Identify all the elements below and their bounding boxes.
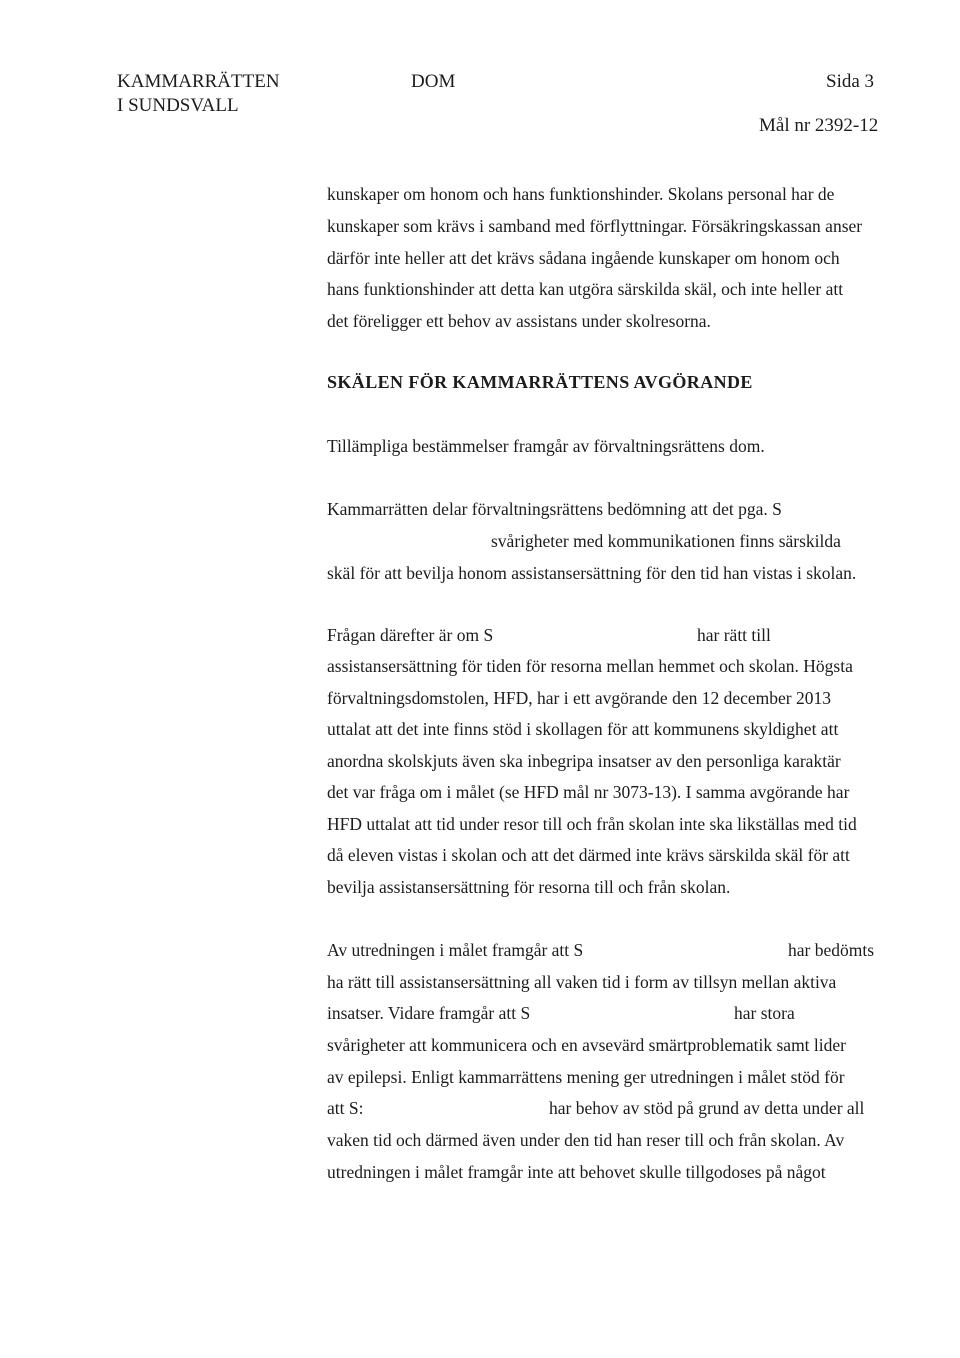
paragraph-1-line-1: kunskaper om honom och hans funktionshinder. Skolans personal har de <box>327 184 835 204</box>
court-name <box>117 70 280 118</box>
paragraph-5-line-5: av epilepsi. Enligt kammarrättens mening ger utredningen i målet stöd för <box>327 1067 845 1087</box>
paragraph-3-line-3: skäl för att bevilja honom assistansersättning för den tid han vistas i skolan. <box>327 563 857 583</box>
paragraph-3-line-1: Kammarrätten delar förvaltningsrättens bedömning att det pga. S <box>327 499 782 519</box>
paragraph-5-line-7: vaken tid och därmed även under den tid han reser till och från skolan. Av <box>327 1130 845 1150</box>
paragraph-1-line-3: därför inte heller att det krävs sådana ingående kunskaper om honom och <box>327 248 840 268</box>
court-name-line2: I SUNDSVALL <box>117 95 239 116</box>
paragraph-4-line-3: förvaltningsdomstolen, HFD, har i ett avgörande den 12 december 2013 <box>327 688 831 708</box>
paragraph-5-line-1b: har bedömts <box>788 940 875 960</box>
paragraph-1-line-4: hans funktionshinder att detta kan utgöra särskilda skäl, och inte heller att <box>327 279 844 299</box>
document-type: DOM <box>411 71 456 92</box>
paragraph-2-line-1: Tillämpliga bestämmelser framgår av förvaltningsrättens dom. <box>327 436 765 456</box>
paragraph-5-line-1a: Av utredningen i målet framgår att S <box>327 940 584 960</box>
paragraph-4-line-2: assistansersättning för tiden för resorna mellan hemmet och skolan. Högsta <box>327 656 853 676</box>
paragraph-5-line-3b: har stora <box>734 1003 795 1023</box>
paragraph-1-line-2: kunskaper som krävs i samband med förflyttningar. Försäkringskassan anser <box>327 216 863 236</box>
paragraph-4-line-7: HFD uttalat att tid under resor till och från skolan inte ska likställas med tid <box>327 814 857 834</box>
paragraph-5-line-6b: har behov av stöd på grund av detta under all <box>549 1098 865 1118</box>
paragraph-3-line-2: svårigheter med kommunikationen finns särskilda <box>491 531 841 551</box>
paragraph-4-line-8: då eleven vistas i skolan och att det därmed inte krävs särskilda skäl för att <box>327 845 850 865</box>
paragraph-5-line-6a: att S: <box>327 1098 364 1118</box>
paragraph-4-line-4: uttalat att det inte finns stöd i skollagen för att kommunens skyldighet att <box>327 719 839 739</box>
court-name-line1: KAMMARRÄTTEN <box>117 71 280 92</box>
paragraph-1-line-5: det föreligger ett behov av assistans under skolresorna. <box>327 311 711 331</box>
paragraph-4-line-9: bevilja assistansersättning för resorna till och från skolan. <box>327 877 731 897</box>
paragraph-5-line-2: ha rätt till assistansersättning all vaken tid i form av tillsyn mellan aktiva <box>327 972 837 992</box>
paragraph-4-line-1b: har rätt till <box>697 625 771 645</box>
paragraph-4-line-5: anordna skolskjuts även ska inbegripa insatser av den personliga karaktär <box>327 751 841 771</box>
paragraph-5-line-3a: insatser. Vidare framgår att S <box>327 1003 531 1023</box>
case-number: Mål nr 2392-12 <box>759 115 879 136</box>
paragraph-4-line-1a: Frågan därefter är om S <box>327 625 494 645</box>
page-number: Sida 3 <box>826 71 875 92</box>
section-heading: SKÄLEN FÖR KAMMARRÄTTENS AVGÖRANDE <box>327 372 753 392</box>
paragraph-4-line-6: det var fråga om i målet (se HFD mål nr 3073-13). I samma avgörande har <box>327 782 850 802</box>
paragraph-5-line-8: utredningen i målet framgår inte att behovet skulle tillgodoses på något <box>327 1162 826 1182</box>
paragraph-5-line-4: svårigheter att kommunicera och en avsevärd smärtproblematik samt lider <box>327 1035 846 1055</box>
